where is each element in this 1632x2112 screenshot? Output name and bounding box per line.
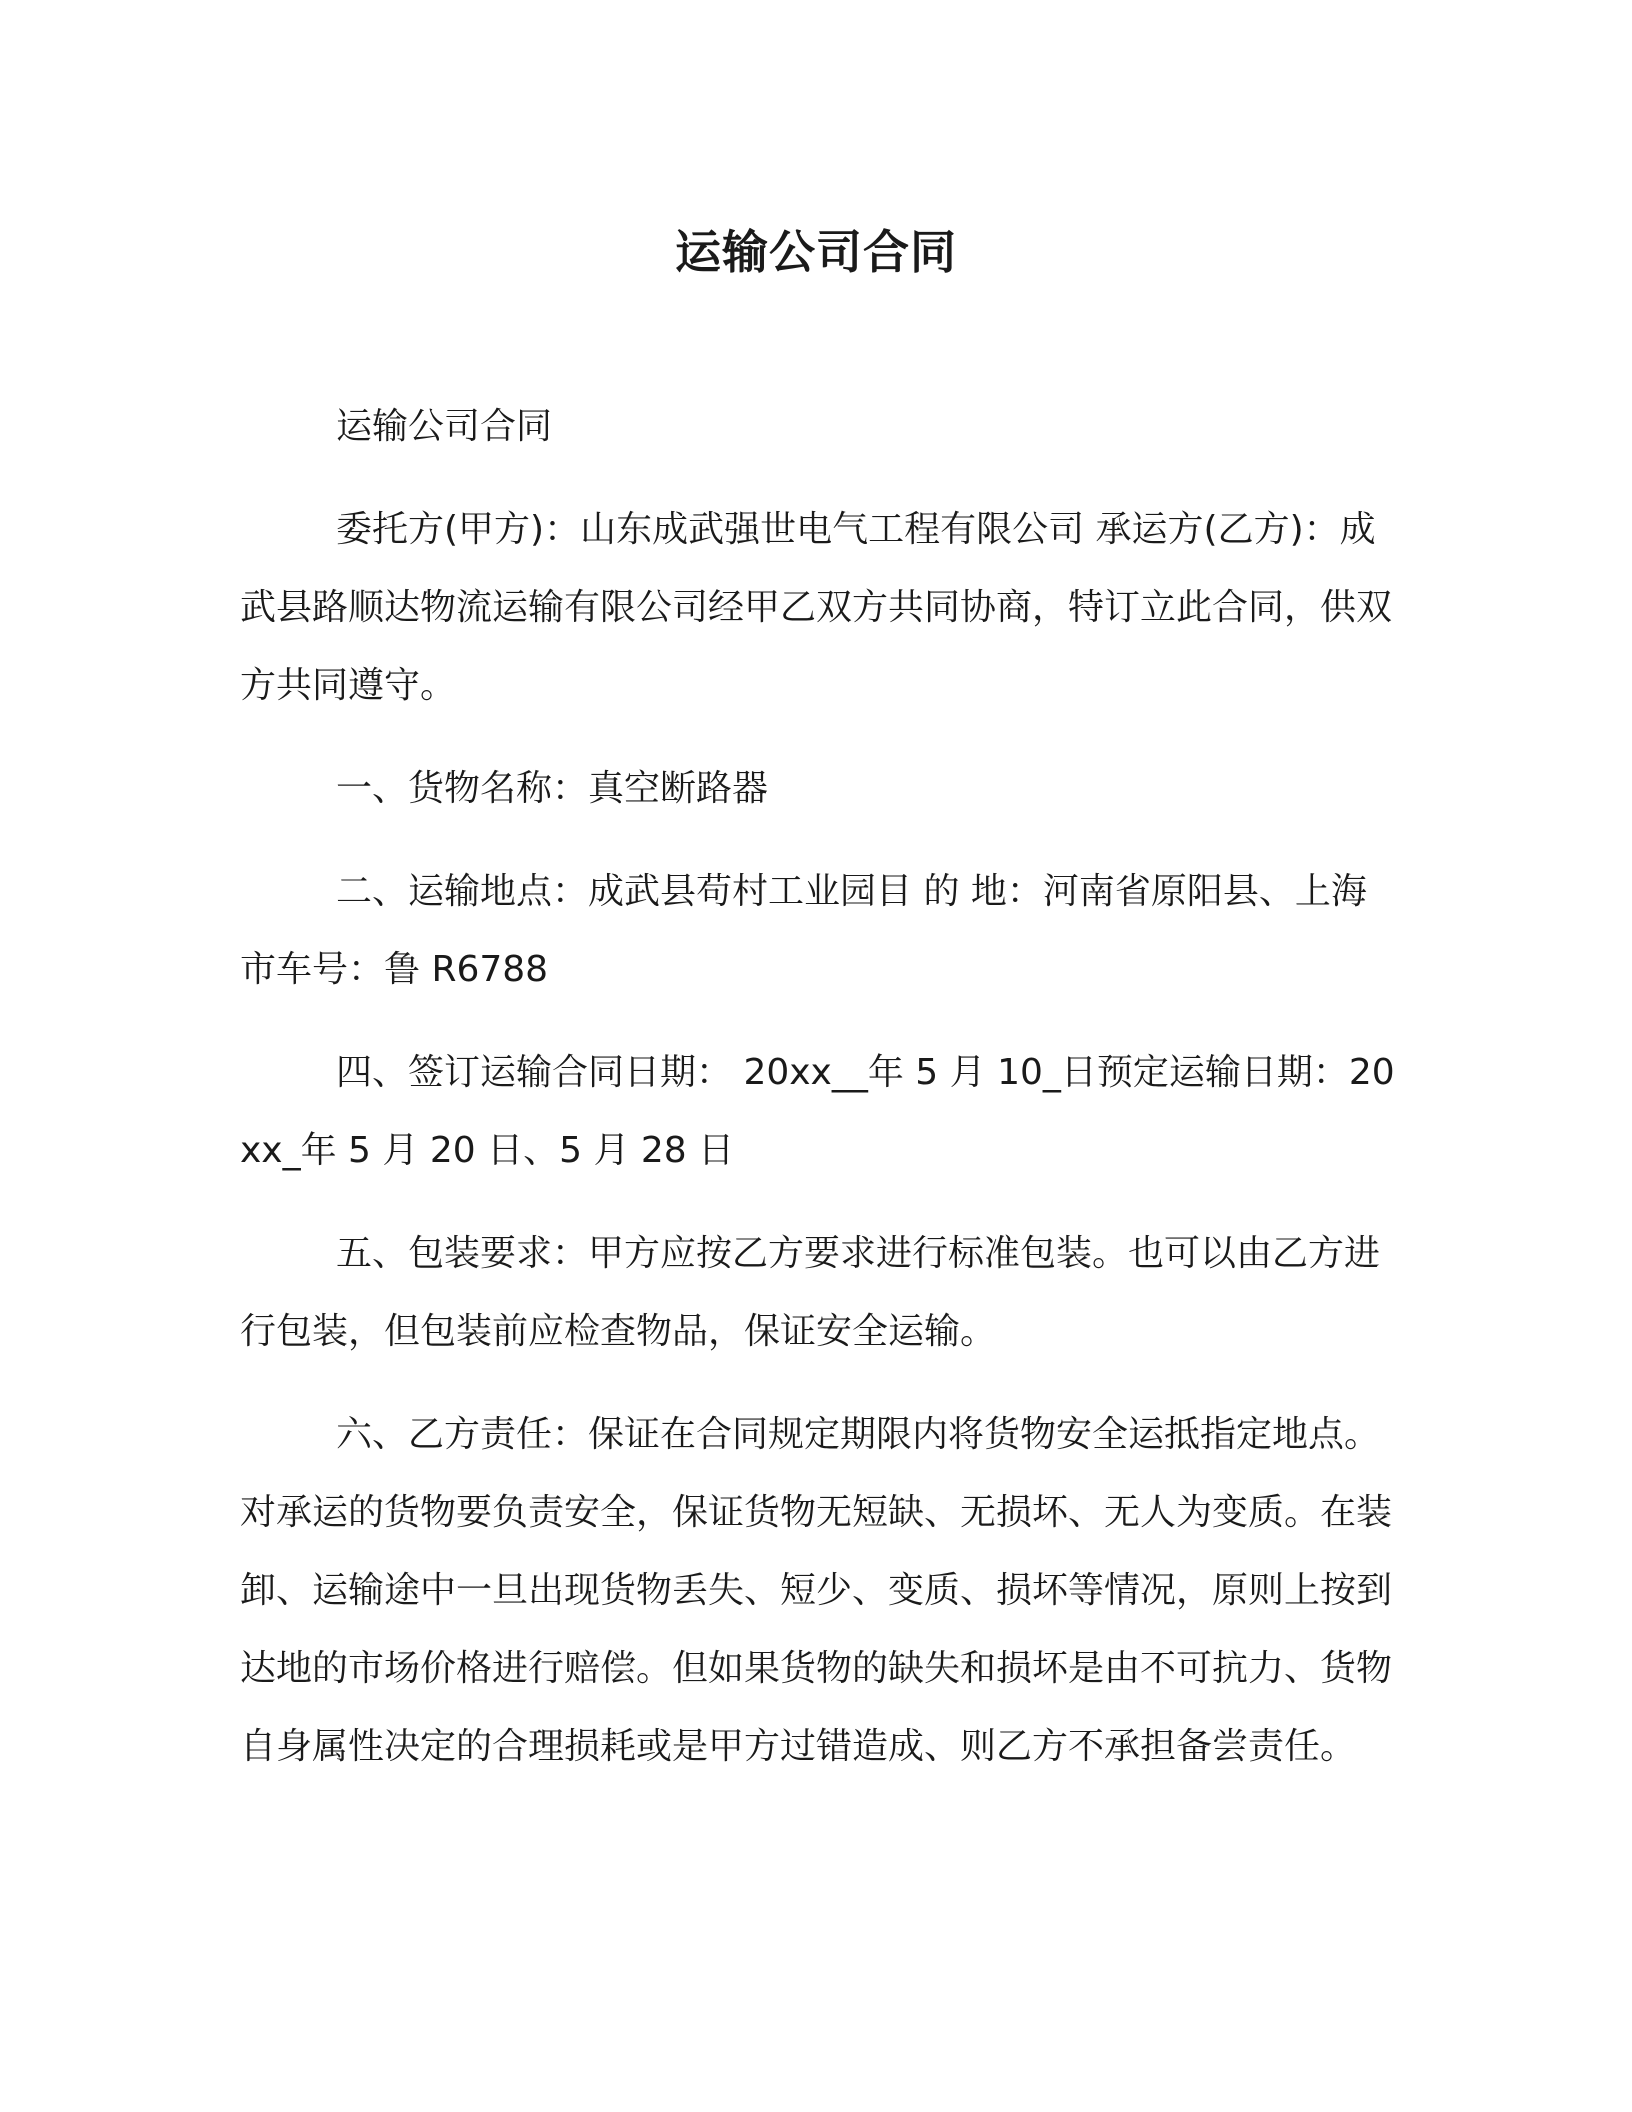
paragraph-packaging: 五、包装要求：甲方应按乙方要求进行标准包装。也可以由乙方进行包装，但包装前应检查物品，保证安全运输。	[240, 1233, 1381, 1352]
paragraph-contract-date: 四、签订运输合同日期： 20xx__年 5 月 10_日预定运输日期：20xx_年 5 月 20 日、5 月 28 日	[240, 1052, 1395, 1171]
paragraph-goods-name: 一、货物名称：真空断路器	[336, 768, 769, 809]
document-title: 运输公司合同	[675, 225, 957, 279]
paragraph-transport-location: 二、运输地点：成武县苟村工业园目 的 地：河南省原阳县、上海市车号：鲁 R6788	[240, 871, 1367, 990]
paragraph-parties: 委托方(甲方)：山东成武强世电气工程有限公司 承运方(乙方)：成武县路顺达物流运输有限公司经甲乙双方共同协商，特订立此合同，供双方共同遵守。	[240, 509, 1393, 706]
document-body	[240, 388, 1400, 1786]
paragraph-carrier-liability: 六、乙方责任：保证在合同规定期限内将货物安全运抵指定地点。对承运的货物要负责安全，保证货物无短缺、无损坏、无人为变质。在装卸、运输途中一旦出现货物丢失、短少、变质、损坏等情况，原则上按到达地的市场价格进行赔偿。但如果货物的缺失和损坏是由不可抗力、货物自身属性决定的合理损耗或是甲方过错造成、则乙方不承担备尝责任。	[240, 1414, 1393, 1767]
paragraph-heading: 运输公司合同	[336, 406, 553, 447]
